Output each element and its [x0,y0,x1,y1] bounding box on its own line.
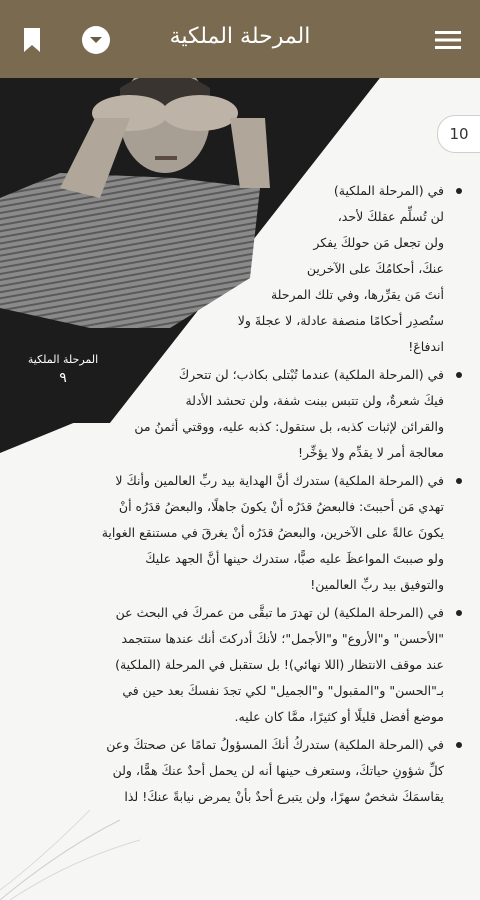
book-page [0,78,480,900]
bullet-icon [456,742,462,748]
caption-number: ٩ [59,370,67,386]
app-header [0,0,480,78]
text-line: ولن تجعل مَن حولكَ يفكر [313,235,444,250]
text-line: في (المرحلة الملكية) [333,183,444,198]
paragraph-4 [39,600,444,730]
paragraph-3 [39,468,444,598]
text-line: موضع أفضل قليلًا أو كثيرًا، ممَّا كان عليه. [234,709,444,724]
menu-button[interactable] [428,20,468,60]
text-line: يكونَ عالةً على الآخرين، والبعضُ قدَرُه أنْ يغرقَ في مستنقع الغواية [101,525,444,540]
text-line: والقرائن لإثبات كذبه، بل ستقول: كذبه عليه، ووقتي أثمنُ من [134,419,444,434]
text-line: في (المرحلة الملكية) عندما تُبْتلى بكاذب؛ لن تتحركَ [178,367,444,382]
text-line: كلِّ شؤونِ حياتكَ، وستعرف حينها أنه لن يحمل أحدٌ عنكَ همًّا، ولن [112,763,444,778]
bullet-icon [456,478,462,484]
page-title: المرحلة الملكية [169,24,311,49]
text-line: في (المرحلة الملكية) ستدركُ أنكَ المسؤولُ تمامًا عن صحتكَ وعن [106,737,444,752]
page-text [39,178,444,812]
text-line: لن تُسلِّم عقلكَ لأحد، [337,209,444,224]
menu-icon [435,30,461,50]
text-line: في (المرحلة الملكية) ستدرك أنَّ الهداية بيد ربِّ العالمين وأنكَ لا [115,473,444,488]
text-line: معالجة أمر لا يقدِّم ولا يؤخِّر! [297,445,444,460]
page-number-badge[interactable]: 10 [437,115,480,153]
bullet-icon [456,188,462,194]
caption-title: المرحلة الملكية [27,353,99,366]
text-line: اندفاعَ! [408,339,444,354]
text-line: والتوفيق بيد ربِّ العالمين! [310,577,444,592]
leaf-decoration [0,740,160,900]
text-line: ولو صببتَ المواعظَ عليه صبًّا، ستدرك حينها أنَّ الجهد عليكَ [145,551,444,566]
bullet-icon [456,610,462,616]
text-line: في (المرحلة الملكية) لن تهدرَ ما تبقَّى من عمركَ في البحث عن [115,605,444,620]
paragraph-1 [39,178,444,360]
text-line: أنتَ مَن يقرِّرها، وفي تلك المرحلة [270,287,444,302]
text-line: بـ"الحسن" و"المقبول" و"الجميل" لكي تجدَ نفسكَ بعد حين في [122,683,444,698]
text-line: فيكَ شعرةٌ، ولن تتبس ببنت شفة، ولن تحشد الأدلة [185,393,444,408]
paragraph-2 [39,362,444,466]
text-line: عند موقف الانتظار (اللا نهائي)! بل ستقبل في المرحلة (الملكية) [115,657,444,672]
text-line: عنكَ، أحكامُكَ على الآخرين [306,261,444,276]
text-line: ستُصدِر أحكامًا منصفة عادلة، لا عجلةَ ولا [237,313,444,328]
text-line: يقاسمَكَ شخصٌ سهرًا، ولن يتبرع أحدٌ بأنْ يمرض نيابةً عنكَ! لذا [124,789,444,804]
text-line: "الأحسن" و"الأروع" و"الأجمل"؛ لأنكَ أدركتَ أنك عندها ستتجمد [121,631,444,646]
text-line: تهدي مَن أحببتَ: فالبعضُ قدَرُه أنْ يكونَ جاهلًا، والبعضُ قدَرُه أنْ [118,499,444,514]
bullet-icon [456,372,462,378]
